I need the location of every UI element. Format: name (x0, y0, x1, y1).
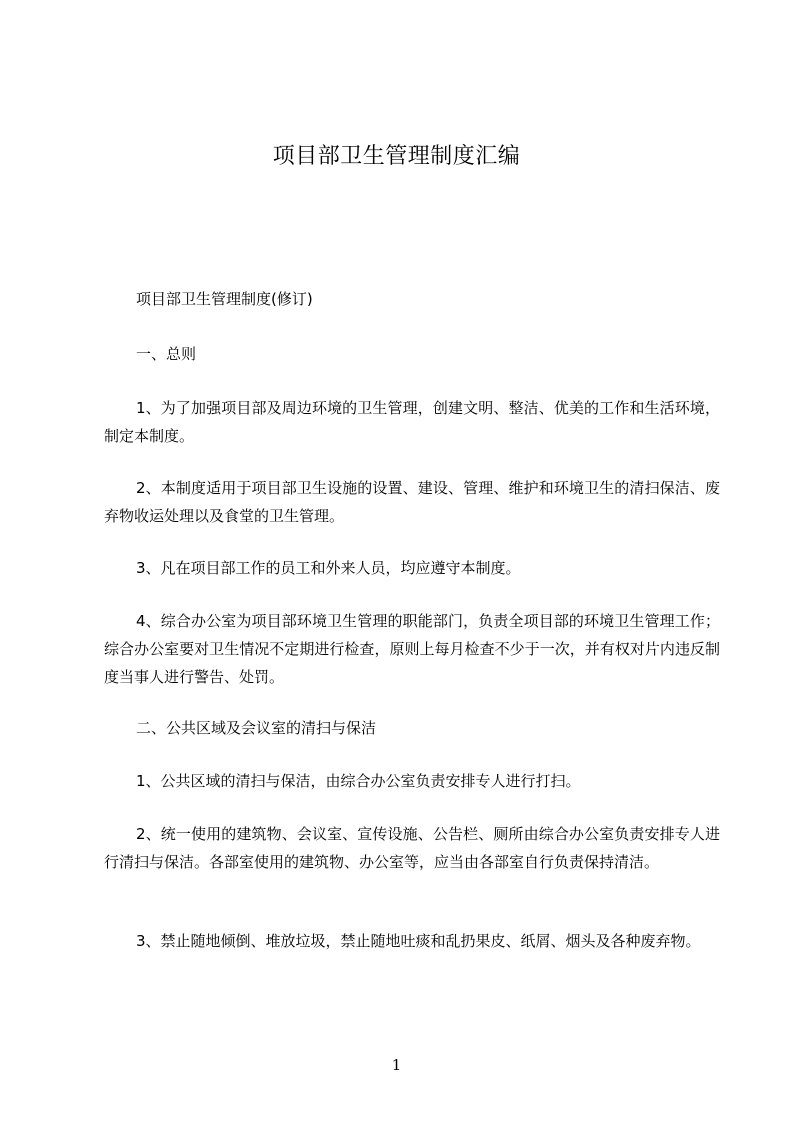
document-title: 项目部卫生管理制度汇编 (272, 144, 521, 169)
paragraph: 2、统一使用的建筑物、会议室、宣传设施、公告栏、厕所由综合办公室负责安排专人进行清扫与保洁。各部室使用的建筑物、办公室等，应当由各部室自行负责保持清洁。 (104, 825, 720, 871)
paragraph: 1、公共区域的清扫与保洁，由综合办公室负责安排专人进行打扫。 (136, 772, 581, 790)
section-heading-general: 一、总则 (136, 345, 197, 363)
paragraph: 2、本制度适用于项目部卫生设施的设置、建设、管理、维护和环境卫生的清扫保洁、废弃物收运处理以及食堂的卫生管理。 (104, 479, 720, 525)
paragraph: 1、为了加强项目部及周边环境的卫生管理，创建文明、整洁、优美的工作和生活环境，制定本制度。 (104, 399, 720, 445)
paragraph: 3、凡在项目部工作的员工和外来人员，均应遵守本制度。 (136, 559, 521, 577)
page-number: 1 (391, 1056, 402, 1074)
section-heading-public-areas: 二、公共区域及会议室的清扫与保洁 (136, 719, 377, 737)
subtitle: 项目部卫生管理制度(修订) (136, 290, 313, 308)
paragraph: 4、综合办公室为项目部环境卫生管理的职能部门，负责全项目部的环境卫生管理工作；综合办公室要对卫生情况不定期进行检查，原则上每月检查不少于一次，并有权对片内违反制度当事人进行警告、处罚。 (104, 612, 720, 686)
paragraph: 3、禁止随地倾倒、堆放垃圾，禁止随地吐痰和乱扔果皮、纸屑、烟头及各种废弃物。 (136, 932, 701, 950)
